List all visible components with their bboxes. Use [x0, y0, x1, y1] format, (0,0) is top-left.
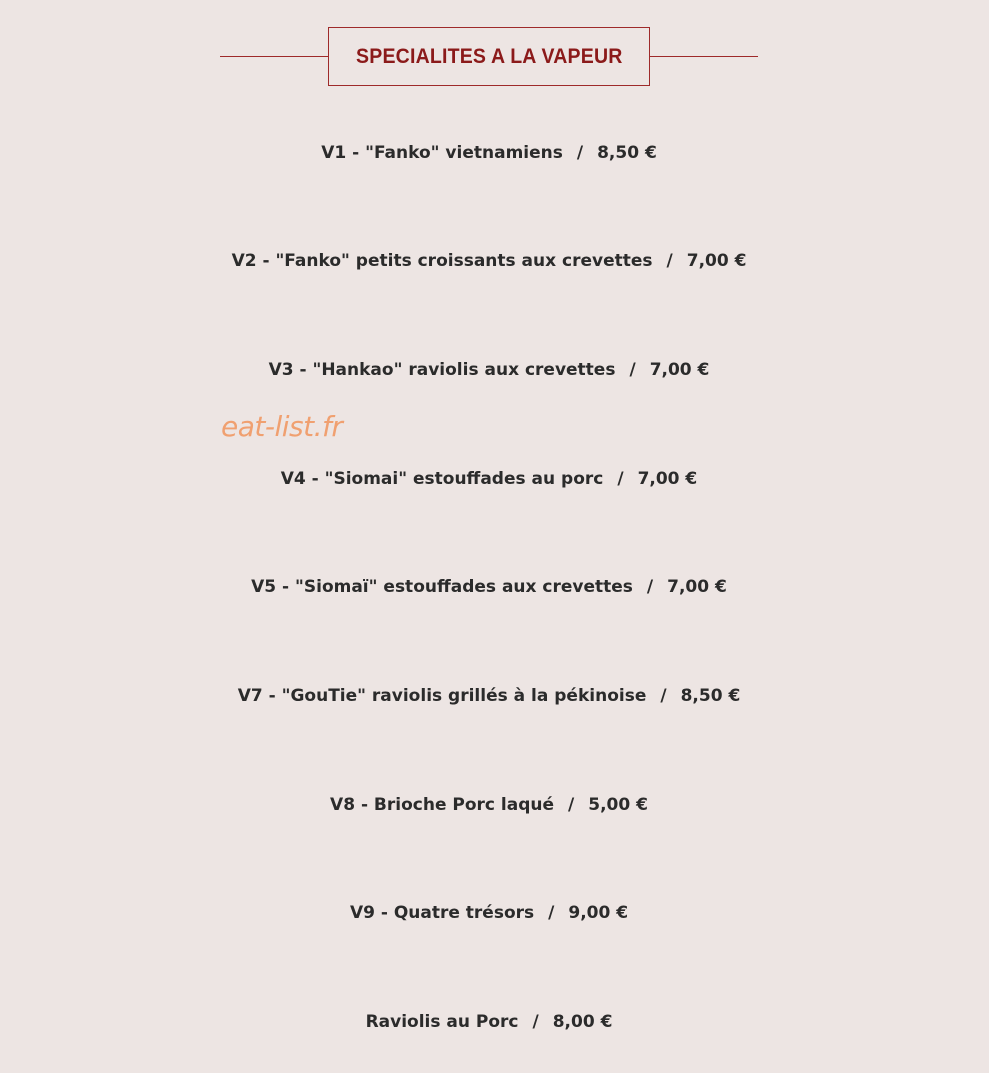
menu-item-name: V2 - "Fanko" petits croissants aux crevettes [231, 251, 653, 271]
menu-item [0, 794, 978, 816]
menu-item-price: 7,00 € [637, 469, 698, 489]
menu-item-price: 7,00 € [649, 360, 710, 380]
menu-item-name: V5 - "Siomaï" estouffades aux crevettes [251, 577, 633, 597]
menu-item-name: Raviolis au Porc [365, 1012, 519, 1032]
price-separator: / [629, 360, 636, 380]
price-separator: / [617, 469, 624, 489]
price-separator: / [548, 903, 555, 923]
menu-item-price: 7,00 € [686, 251, 747, 271]
menu-item-price: 8,50 € [680, 686, 741, 706]
price-separator: / [532, 1012, 539, 1032]
menu-item-price: 5,00 € [588, 795, 648, 815]
price-separator: / [568, 795, 575, 815]
menu-item [0, 142, 978, 164]
menu-item [0, 576, 978, 598]
menu-item-name: V1 - "Fanko" vietnamiens [321, 143, 563, 163]
menu-item-name: V8 - Brioche Porc laqué [330, 795, 555, 815]
menu-item [0, 685, 978, 707]
section-title-box [328, 27, 650, 86]
menu-item-price: 9,00 € [568, 903, 629, 923]
menu-item [0, 902, 978, 924]
menu-item [0, 250, 978, 272]
menu-item-name: V4 - "Siomai" estouffades au porc [280, 469, 604, 489]
price-separator: / [666, 251, 673, 271]
watermark: eat-list.fr [221, 410, 343, 443]
menu-item-name: V7 - "GouTie" raviolis grillés à la pékinoise [237, 686, 647, 706]
section-title: SPECIALITES A LA VAPEUR [355, 44, 623, 68]
menu-item [0, 1011, 978, 1033]
menu-item [0, 468, 978, 490]
menu-item-name: V3 - "Hankao" raviolis aux crevettes [268, 360, 616, 380]
menu-item-price: 7,00 € [667, 577, 727, 597]
price-separator: / [660, 686, 667, 706]
menu-item-price: 8,00 € [552, 1012, 613, 1032]
section-header [220, 27, 758, 86]
header-divider-right [650, 56, 758, 57]
menu-item-name: V9 - Quatre trésors [349, 903, 535, 923]
price-separator: / [646, 577, 654, 597]
menu-item [0, 359, 978, 381]
price-separator: / [576, 143, 584, 163]
menu-item-price: 8,50 € [597, 143, 657, 163]
header-divider-left [220, 56, 328, 57]
